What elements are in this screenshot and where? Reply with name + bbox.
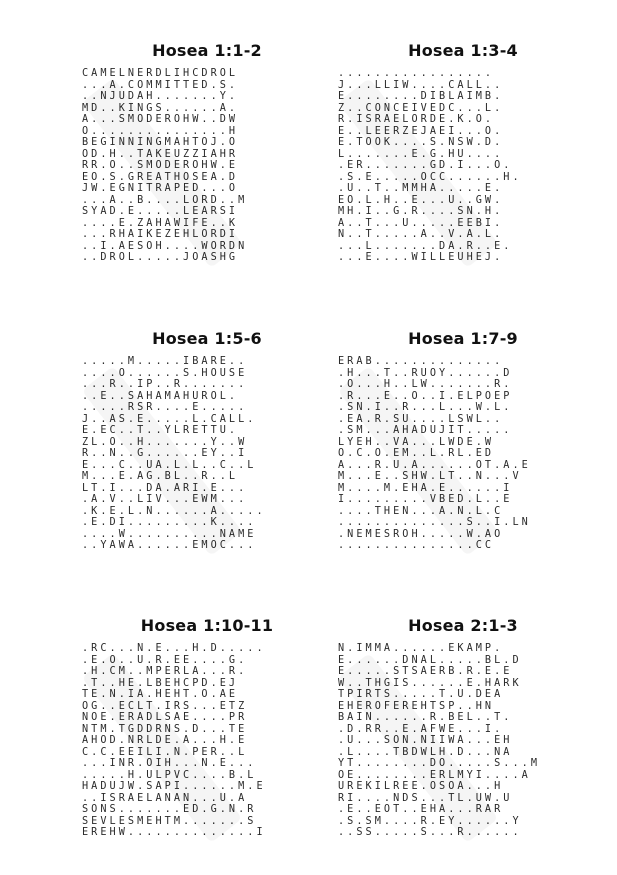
- grid-row: TPIRTS.....T.U.DEA: [338, 689, 504, 700]
- grid-row: ..ISRAELANAN...U.A: [82, 792, 248, 804]
- grid-row: R.ISRAELORDE.K.O.: [338, 114, 495, 125]
- grid-row: ....THEN...A.N.L.C: [338, 505, 504, 517]
- grid-row: M...E..SHW.LT..N...V: [338, 471, 522, 482]
- grid-row: W..THGIS......E.HARK: [338, 677, 522, 689]
- grid-row: .SN.I..R...L...W.L.: [338, 402, 513, 413]
- grid-row: .D.RR..E.AFWE...I.: [338, 723, 504, 735]
- grid-row: RI....NDS...TL.UW.U: [338, 792, 513, 804]
- grid-row: E........DIBLAIMB.: [338, 91, 504, 102]
- grid-row: EHEROFEREHTSP..HN: [338, 700, 495, 712]
- letter-grid-wrap: [82, 643, 332, 839]
- grid-row: .SM...AHADUJIT.....: [338, 425, 513, 436]
- grid-row: ...A..B....LORD..M: [82, 194, 248, 206]
- grid-row: .E.DI.........K....: [82, 517, 257, 528]
- grid-row: .E.O..U.R.EE....G.: [82, 654, 248, 666]
- grid-row: .....M.....IBARE..: [82, 356, 248, 367]
- grid-row: A...SMODEROHW..DW: [82, 114, 239, 125]
- grid-row: ..YAWA......EMOC...: [82, 540, 257, 551]
- grid-row: N..T.....A..V.A.L.: [338, 229, 504, 240]
- grid-row: UREKILREE.OSOA...H: [338, 781, 504, 792]
- grid-row: MD..KINGS......A.: [82, 102, 239, 114]
- grid-row: ..NJUDAH.......Y.: [82, 91, 239, 102]
- grid-row: LT.I...DA.ARI.E...: [82, 482, 248, 494]
- grid-row: .O...H..LW.......R.: [338, 379, 513, 390]
- grid-row: EREHW..............I: [82, 827, 266, 838]
- grid-row: .T..HE.LBEHCPD.EJ: [82, 677, 239, 689]
- grid-row: NOE.ERADLSAE....PR: [82, 712, 248, 723]
- grid-row: BAIN......R.BEL..T.: [338, 712, 513, 723]
- puzzle-title: Hosea 1:3-4: [408, 41, 518, 60]
- grid-row: ...............CC: [338, 540, 495, 551]
- puzzle-4: [338, 328, 588, 552]
- grid-row: .S.SM....R.EY......Y: [338, 815, 522, 827]
- grid-row: OG..ECLT.IRS...ETZ: [82, 700, 248, 712]
- grid-row: EO.S.GREATHOSEA.D: [82, 171, 239, 183]
- grid-row: OE........ERLMYI....A: [338, 769, 531, 781]
- grid-row: .RC...N.E...H.D.....: [82, 643, 266, 654]
- grid-row: YT........DO.....S...M: [338, 758, 541, 769]
- grid-row: E.TOOK....S.NSW.D.: [338, 137, 504, 148]
- grid-row: SONS.......ED.G.N.R: [82, 804, 257, 815]
- grid-row: JW.EGNITRAPED...O: [82, 183, 239, 194]
- letter-grid-wrap: [338, 643, 588, 839]
- grid-row: O.C.O.EM..L.RL.ED: [338, 448, 495, 459]
- grid-row: J..AS.E.....L.CALL.: [82, 413, 257, 425]
- grid-row: .K.E.L.N......A.....: [82, 505, 266, 517]
- grid-row: A..T...U.....EEBI.: [338, 217, 504, 229]
- puzzle-title: Hosea 2:1-3: [408, 616, 518, 635]
- grid-row: C.C.EEILI.N.PER..L: [82, 746, 248, 758]
- grid-row: .U..T..MMHA.....E.: [338, 183, 504, 194]
- grid-row: ...RHAIKEZEHLORDI: [82, 229, 239, 240]
- grid-row: NTM.TGDDRNS.D...TE: [82, 723, 248, 735]
- letter-grid-wrap: [338, 356, 588, 552]
- grid-row: I.........VBED.L..E: [338, 494, 513, 505]
- grid-row: .H...T..RUOY......D: [338, 367, 513, 379]
- grid-row: ...E....WILLEUHEJ.: [338, 252, 504, 263]
- grid-row: A...R.U.A......OT.A.E: [338, 459, 531, 471]
- grid-row: R..N..G......EY..I: [82, 448, 248, 459]
- grid-row: ..E..SAHAMAHUROL.: [82, 390, 239, 402]
- grid-row: RR.O..SMODEROHW.E: [82, 160, 239, 171]
- puzzle-title: Hosea 1:10-11: [140, 616, 274, 635]
- grid-row: EO.L.H..E...U..GW.: [338, 194, 504, 206]
- grid-row: ....W..........NAME: [82, 528, 257, 540]
- grid-row: ....E.ZAHAWIFE..K: [82, 217, 239, 229]
- grid-row: .A.V..LIV...EWM...: [82, 494, 248, 505]
- grid-row: .L....TBDWLH.D...NA: [338, 746, 513, 758]
- grid-row: ZL.O..H.......Y..W: [82, 436, 248, 448]
- letter-grid-wrap: [338, 68, 588, 264]
- letter-grid-wrap: [82, 356, 332, 552]
- grid-row: BEGINNINGMAHTOJ.O: [82, 137, 239, 148]
- grid-row: E...C..UA.L.L..C..L: [82, 459, 257, 471]
- grid-row: HADUJW.SAPI......M.E: [82, 781, 266, 792]
- grid-row: .U...SON.NIIWA...EH: [338, 735, 513, 746]
- grid-row: SYAD.E.....LEARSI: [82, 206, 239, 217]
- grid-row: M...E.AG.BL..R..L: [82, 471, 239, 482]
- puzzle-title: Hosea 1:1-2: [152, 41, 262, 60]
- grid-row: Z..CONCEIVEDC...L.: [338, 102, 504, 114]
- grid-row: .S.E.....OCC......H.: [338, 171, 522, 183]
- grid-row: E..LEERZEJAEI...O.: [338, 125, 504, 137]
- grid-row: M....M.EHA.E......I: [338, 482, 513, 494]
- grid-row: AHOD.NRLDE.A...H.E: [82, 735, 248, 746]
- grid-row: N.IMMA......EKAMP.: [338, 643, 504, 654]
- grid-row: J...LLIW....CALL..: [338, 79, 504, 91]
- puzzle-title: Hosea 1:7-9: [408, 329, 518, 348]
- grid-row: .ER.......GD.I...O.: [338, 160, 513, 171]
- grid-row: ...R..IP..R.......: [82, 379, 248, 390]
- grid-row: E.EC..T..YLRETTU.: [82, 425, 239, 436]
- grid-row: ...INR.OIH...N.E...: [82, 758, 257, 769]
- grid-row: TE.N.IA.HEHT.O.AE: [82, 689, 239, 700]
- grid-row: E.....STSAERB.R.E.E: [338, 666, 513, 677]
- grid-row: O...............H: [82, 125, 239, 137]
- grid-row: ...A.COMMITTED.S.: [82, 79, 239, 91]
- grid-row: ....O......S.HOUSE: [82, 367, 248, 379]
- puzzle-6: [338, 615, 588, 839]
- puzzle-2: [338, 40, 588, 264]
- grid-row: .................: [338, 68, 495, 79]
- letter-grid-wrap: [82, 68, 332, 264]
- grid-row: .....H.ULPVC....B.L: [82, 769, 257, 781]
- grid-row: L.......E.G.HU....: [338, 148, 504, 160]
- puzzle-5: [82, 615, 332, 839]
- grid-row: ..............S..I.LN: [338, 517, 531, 528]
- grid-row: ERAB..............: [338, 356, 504, 367]
- grid-row: MH.I..G.R....SN.H.: [338, 206, 504, 217]
- grid-row: E......DNAL.....BL.D: [338, 654, 522, 666]
- puzzle-1: [82, 40, 332, 264]
- grid-row: .H.CM..MPERLA...R.: [82, 666, 248, 677]
- grid-row: ..I.AESOH....WORDN: [82, 240, 248, 252]
- grid-row: ..DROL.....JOASHG: [82, 252, 239, 263]
- grid-row: .EA.R.SU....LSWL..: [338, 413, 504, 425]
- grid-row: .E..EOT..EHA...RAR: [338, 804, 504, 815]
- puzzle-title: Hosea 1:5-6: [152, 329, 262, 348]
- grid-row: OD.H..TAKEUZZIAHR: [82, 148, 239, 160]
- grid-row: SEVLESMEHTM.......S: [82, 815, 257, 827]
- grid-row: CAMELNERDLIHCDROL: [82, 68, 239, 79]
- grid-row: LYEH..VA...LWDE.W: [338, 436, 495, 448]
- grid-row: .....RSR....E.....: [82, 402, 248, 413]
- grid-row: .NEMESROH.....W.AO: [338, 528, 504, 540]
- puzzle-3: [82, 328, 332, 552]
- grid-row: ..SS.....S...R......: [338, 827, 522, 838]
- grid-row: .R...E..O..I.ELPOEP: [338, 390, 513, 402]
- grid-row: ...L.......DA.R..E.: [338, 240, 513, 252]
